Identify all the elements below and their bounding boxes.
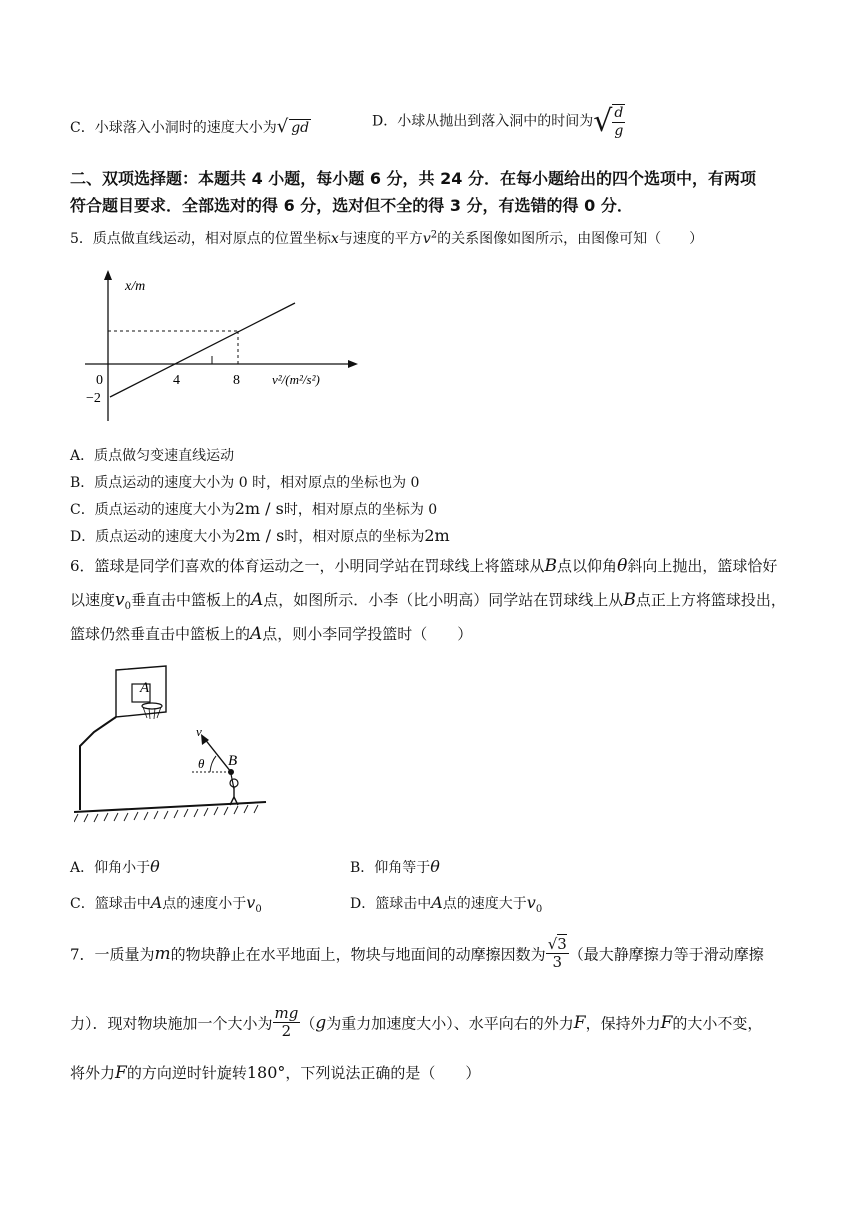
q6-l1-a: 6．篮球是同学们喜欢的体育运动之一，小明同学站在罚球线上将篮球从 (70, 557, 545, 575)
q6-line3 (70, 623, 472, 644)
q4-option-c-expr: gd (291, 120, 310, 136)
q5-option-c-b: 时，相对原点的坐标为 0 (283, 502, 438, 518)
q7-l3-F: F (115, 1063, 127, 1083)
q7-l1-num: 3 (557, 935, 567, 953)
q6-option-c-b: 点的速度小于 (162, 896, 247, 912)
q5-origin-label: 0 (96, 373, 103, 388)
q6-option-a (70, 857, 160, 877)
q5-stem-a: 5．质点做直线运动，相对原点的位置坐标 (70, 231, 331, 247)
q6-option-b (350, 857, 440, 877)
q5-option-c-a: C．质点运动的速度大小为 (70, 502, 235, 518)
q6-option-c-a: C．篮球击中 (70, 896, 151, 912)
q5-stem-c: 的关系图像如图所示，由图像可知（ ） (437, 231, 704, 247)
q6-l2-d: 点正上方将篮球投出， (635, 591, 786, 609)
q5-option-a: A．质点做匀变速直线运动 (70, 448, 235, 464)
q7-l2-F: F (573, 1012, 586, 1033)
velocity-arrow-line (204, 738, 231, 772)
q5-option-d-val: 2m / s (235, 526, 285, 545)
q7-force-fraction (273, 1005, 301, 1041)
q5-ylabel: x/m (125, 279, 146, 294)
q6-figure (74, 662, 274, 828)
q5-stem-v: v (422, 231, 431, 247)
q5-tickneg2-label: −2 (86, 391, 101, 406)
pole (80, 717, 116, 810)
q5-option-c (70, 499, 437, 519)
q6-option-b-text: B．仰角等于 (350, 860, 431, 876)
q5-xlabel: v²/(m²/s²) (272, 372, 320, 387)
q7-l1-a: 7．一质量为 (70, 945, 155, 964)
q7-l2-F2: F (660, 1012, 673, 1033)
q4-option-d-den: g (614, 122, 624, 139)
q5-data-line (110, 303, 295, 397)
section2-line1: 二、双项选择题：本题共 4 小题，每小题 6 分，共 24 分．在每小题给出的四个选项中，有两项 (70, 169, 756, 188)
q6-option-c-sub: 0 (255, 903, 262, 915)
q5-stem-x: x (330, 231, 339, 247)
q6-l2-a: 以速度 (70, 591, 116, 609)
q7-l2-b: （ (300, 1014, 316, 1033)
q4-option-d-text: D．小球从抛出到落入洞中的时间为 (372, 113, 594, 130)
q4-option-d: D．小球从抛出到落入洞中的时间为√ $\frac{d}{g}$ (372, 104, 624, 139)
q6-l3-b: 点，则小李同学投篮时（ ） (262, 625, 473, 643)
q7-l1-b: 的物块静止在水平地面上，物块与地面间的动摩擦因数为 (170, 945, 546, 964)
person-head (230, 779, 238, 787)
q5-option-d-b: 时，相对原点的坐标为 (284, 529, 425, 545)
q6-option-d (350, 893, 542, 915)
q7-line1 (70, 936, 764, 972)
q5-graph (80, 266, 370, 428)
q6-option-d-v: v (526, 893, 536, 912)
q7-l3-a: 将外力 (70, 1064, 116, 1082)
q5-stem-b: 与速度的平方 (338, 231, 423, 247)
q6-l2-B: B (623, 590, 636, 610)
q6-l2-A: A (251, 590, 264, 610)
q6-option-c (70, 893, 262, 915)
q5-option-b: B．质点运动的速度大小为 0 时，相对原点的坐标也为 0 (70, 475, 420, 491)
q6-l1-c: 斜向上抛出，篮球恰好 (627, 557, 778, 575)
q5-option-d (70, 526, 450, 546)
q7-l2-a: 力）．现对物块施加一个大小为 (70, 1014, 273, 1033)
q7-l3-angle: 180° (246, 1063, 286, 1082)
q6-l2-sub: 0 (124, 601, 131, 612)
q7-l2-num: mg (274, 1004, 299, 1022)
fig-label-theta: θ (198, 756, 205, 771)
fig-label-v: v (196, 724, 202, 739)
q6-option-a-text: A．仰角小于 (70, 860, 151, 876)
q7-l1-den: 3 (552, 953, 563, 972)
q6-option-d-sub: 0 (535, 903, 543, 915)
q5-stem (70, 228, 703, 248)
q6-option-d-b: 点的速度大于 (442, 896, 527, 912)
hoop (142, 703, 162, 709)
q6-l1-theta: θ (617, 556, 628, 576)
q6-line2 (70, 589, 786, 612)
q6-option-d-A: A (431, 893, 443, 912)
q5-y-arrow-icon (104, 270, 112, 280)
q6-l1-B: B (544, 556, 558, 576)
q5-option-d-val2: 2m (424, 526, 450, 545)
q6-option-c-v: v (246, 893, 256, 912)
q6-option-c-A: A (150, 893, 163, 912)
q7-l2-den: 2 (281, 1022, 292, 1041)
fig-label-a: A (140, 680, 150, 696)
q6-option-b-theta: θ (430, 857, 440, 876)
q7-l1-m: m (154, 943, 171, 964)
q7-l3-b: 的方向逆时针旋转 (126, 1064, 247, 1082)
fig-label-b: B (228, 753, 238, 769)
q5-x-arrow-icon (348, 360, 358, 368)
q6-l1-b: 点以仰角 (557, 557, 618, 575)
q6-line1 (70, 555, 777, 576)
q7-l3-c: ，下列说法正确的是（ ） (285, 1064, 481, 1082)
q4-option-d-num: d (614, 105, 624, 122)
q5-stem-sup: 2 (430, 229, 438, 241)
q6-l3-A: A (250, 624, 263, 644)
q5-tick4-label: 4 (173, 373, 180, 388)
q6-option-d-a: D．篮球击中 (350, 896, 432, 912)
q6-l2-c: 点，如图所示．小李（比小明高）同学站在罚球线上从 (263, 591, 624, 609)
q7-l2-d: ，保持外力 (585, 1014, 661, 1033)
q6-l3-a: 篮球仍然垂直击中篮板上的 (70, 625, 251, 643)
q6-l2-b: 垂直击中篮板上的 (131, 591, 252, 609)
q4-option-c-text: C．小球落入小洞时的速度大小为 (70, 120, 277, 136)
q7-l1-c: （最大静摩擦力等于滑动摩擦 (568, 945, 764, 964)
q7-line3 (70, 1062, 480, 1083)
q5-option-c-val: 2m / s (234, 499, 284, 518)
q7-friction-fraction: $\frac{√3}{3}$ (547, 935, 567, 972)
q7-l2-g: g (315, 1012, 327, 1033)
q7-line2 (70, 1005, 762, 1041)
q7-l2-e: 的大小不变， (672, 1014, 763, 1033)
q6-l2-v: v (115, 590, 125, 610)
q7-l2-c: 为重力加速度大小）、水平向右的外力 (326, 1014, 574, 1033)
section2-line2: 符合题目要求．全部选对的得 6 分，选对但不全的得 3 分，有选错的得 0 分． (70, 196, 633, 215)
q5-tick8-label: 8 (233, 373, 240, 388)
q4-option-c: C．小球落入小洞时的速度大小为√ gd (70, 116, 310, 137)
q5-option-d-a: D．质点运动的速度大小为 (70, 529, 236, 545)
angle-arc (210, 756, 216, 772)
q6-option-a-theta: θ (150, 857, 160, 876)
